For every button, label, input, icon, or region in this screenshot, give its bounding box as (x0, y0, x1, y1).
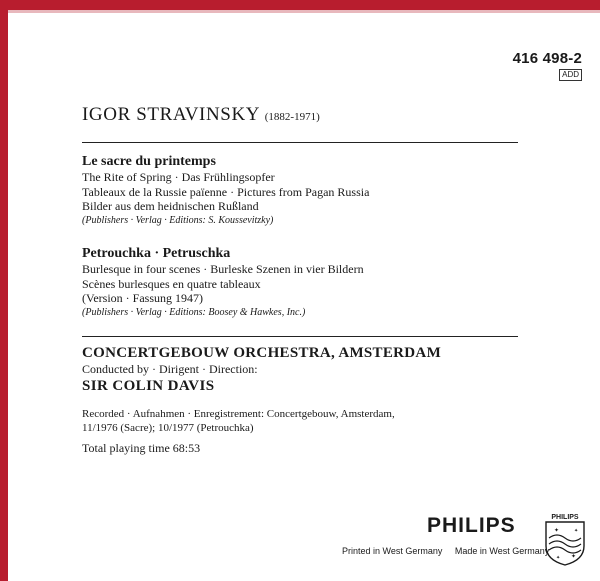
made-in: Made in West Germany (454, 546, 550, 556)
work-petrouchka (82, 245, 364, 320)
catalog-number: 416 498-2 (512, 50, 582, 67)
total-playing-time: Total playing time 68:53 (82, 441, 201, 455)
composer-dates: (1882-1971) (264, 111, 320, 123)
recording-info (82, 407, 395, 435)
recording-line: Recorded · Aufnahmen · Enregistrement: Concertgebouw, Amsterdam, (82, 408, 395, 420)
origin-note (342, 546, 559, 556)
orchestra-name: CONCERTGEBOUW ORCHESTRA, AMSTERDAM (82, 345, 442, 361)
composer-heading (82, 104, 320, 126)
work-title: Le sacre du printemps (82, 154, 216, 169)
publisher-note: (Publishers · Verlag · Editions: S. Koussevitzky) (82, 214, 274, 226)
divider-middle (82, 336, 518, 337)
printed-in: Printed in West Germany (342, 546, 443, 556)
work-subtitle-line: (Version · Fassung 1947) (82, 291, 203, 305)
divider-top (82, 142, 518, 143)
composer-name: IGOR STRAVINSKY (82, 104, 260, 125)
publisher-note: (Publishers · Verlag · Editions: Boosey & Hawkes, Inc.) (82, 306, 306, 318)
conductor-name: SIR COLIN DAVIS (82, 377, 215, 394)
work-title: Petrouchka · Petruschka (82, 246, 231, 261)
shield-label: PHILIPS (551, 514, 579, 521)
work-subtitle-line: Tableaux de la Russie païenne · Pictures from Pagan Russia (82, 184, 370, 199)
svg-text:✦: ✦ (556, 556, 561, 561)
work-subtitle-line: Scènes burlesques en quatre tableaux (82, 276, 261, 291)
svg-text:✦: ✦ (574, 529, 579, 534)
red-frame-left (0, 0, 8, 581)
svg-text:✦: ✦ (571, 554, 577, 560)
performers (82, 344, 441, 395)
work-sacre (82, 153, 369, 228)
philips-logo-text: PHILIPS (427, 514, 516, 537)
frame-shadow (8, 10, 600, 13)
conducted-by-label: Conducted by · Dirigent · Direction: (82, 362, 258, 376)
recording-line: 11/1976 (Sacre); 10/1977 (Petrouchka) (82, 422, 254, 434)
svg-text:✦: ✦ (554, 528, 560, 534)
red-frame-top (0, 0, 600, 10)
work-subtitle-line: The Rite of Spring · Das Frühlingsopfer (82, 170, 275, 184)
philips-shield-icon (543, 512, 587, 566)
work-subtitle-line: Bilder aus dem heidnischen Rußland (82, 199, 259, 213)
add-code-badge: ADD (559, 69, 582, 81)
work-subtitle-line: Burlesque in four scenes · Burleske Szenen in vier Bildern (82, 262, 364, 276)
